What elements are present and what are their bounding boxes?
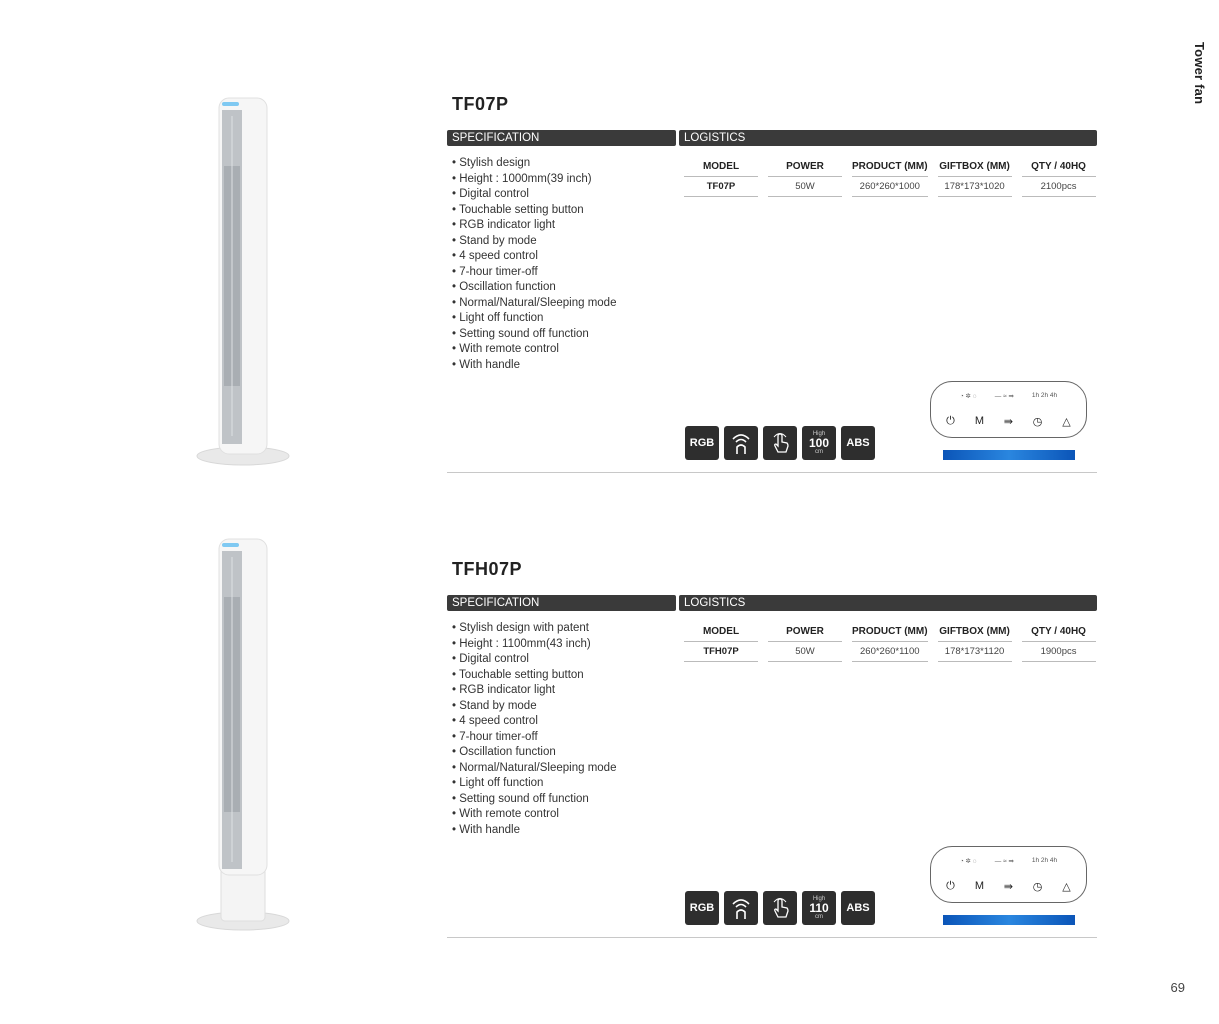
table-cell: 2100pcs [1022, 177, 1096, 197]
feature-badges [685, 891, 875, 925]
column-header: PRODUCT (MM) [852, 158, 928, 177]
speed-indicator-icons: — ≈ ⇛ [994, 393, 1014, 400]
section-title: Tower fan [1192, 42, 1207, 105]
mode-icon: M [974, 415, 985, 427]
feature-item: • With handle [452, 823, 616, 839]
timer-label: 2h [1040, 857, 1049, 864]
height-badge [802, 426, 836, 460]
feature-item: • Stand by mode [452, 234, 616, 250]
feature-item: • Digital control [452, 652, 616, 668]
feature-item: • 7-hour timer-off [452, 730, 616, 746]
feature-list [452, 621, 616, 838]
table-cell: 50W [768, 177, 842, 197]
column-header: QTY / 40HQ [1022, 158, 1096, 177]
section-divider [447, 472, 1097, 473]
height-badge [802, 891, 836, 925]
feature-item: • Setting sound off function [452, 792, 616, 808]
feature-item: • With remote control [452, 342, 616, 358]
timer-label: 1h [1031, 392, 1040, 399]
feature-item: • Touchable setting button [452, 668, 616, 684]
model-title: TF07P [452, 94, 509, 114]
remote-signal-icon [724, 426, 758, 460]
feature-item: • Normal/Natural/Sleeping mode [452, 761, 616, 777]
height-badge-unit: cm [815, 449, 823, 455]
height-badge-label: High [812, 896, 826, 902]
logistics-bar: LOGISTICS [679, 595, 1097, 611]
table-row [684, 642, 1096, 662]
table-cell: 260*260*1100 [852, 642, 928, 662]
table-cell: 260*260*1000 [852, 177, 928, 197]
control-panel-illustration [930, 381, 1087, 438]
feature-item: • Light off function [452, 776, 616, 792]
rgb-badge: RGB [685, 426, 719, 460]
feature-item: • Stand by mode [452, 699, 616, 715]
feature-item: • RGB indicator light [452, 218, 616, 234]
feature-item: • Light off function [452, 311, 616, 327]
feature-badges [685, 426, 875, 460]
column-header: GIFTBOX (MM) [938, 158, 1012, 177]
column-header: POWER [768, 623, 842, 642]
power-icon: ⏻ [946, 415, 955, 427]
mode-indicator-icons: ◔ ✲ ◌ [959, 393, 977, 400]
height-badge-unit: cm [815, 914, 823, 920]
mode-icon: M [974, 880, 985, 892]
timer-icon: ◷ [1032, 416, 1043, 428]
table-header-row [684, 158, 1096, 177]
height-badge-label: High [812, 431, 826, 437]
logistics-table [674, 158, 1106, 197]
feature-item: • Digital control [452, 187, 616, 203]
panel-button-row [931, 415, 1086, 428]
timer-indicators [1032, 392, 1057, 400]
timer-label: 4h [1049, 392, 1058, 399]
touch-hand-icon [763, 891, 797, 925]
timer-label: 1h [1031, 857, 1040, 864]
column-header: MODEL [684, 623, 758, 642]
feature-item: • 7-hour timer-off [452, 265, 616, 281]
table-cell: 1900pcs [1022, 642, 1096, 662]
tower-fan-image [195, 537, 295, 933]
speed-icon: ⇛ [1003, 881, 1014, 893]
height-badge-value: 110 [809, 901, 829, 915]
remote-signal-icon [724, 891, 758, 925]
specification-bar: SPECIFICATION [447, 130, 676, 146]
feature-item: • With remote control [452, 807, 616, 823]
feature-item: • 4 speed control [452, 714, 616, 730]
column-header: GIFTBOX (MM) [938, 623, 1012, 642]
feature-item: • Setting sound off function [452, 327, 616, 343]
panel-indicator-row [931, 857, 1086, 865]
table-row [684, 177, 1096, 197]
table-cell: 178*173*1020 [938, 177, 1012, 197]
logistics-table [674, 623, 1106, 662]
page-number: 69 [1170, 980, 1185, 995]
tower-fan-image [195, 96, 295, 468]
rgb-light-strip [943, 915, 1075, 925]
speed-icon: ⇛ [1003, 416, 1014, 428]
timer-label: 4h [1049, 857, 1058, 864]
model-title: TFH07P [452, 559, 523, 579]
column-header: MODEL [684, 158, 758, 177]
timer-icon: ◷ [1032, 881, 1043, 893]
panel-button-row [931, 880, 1086, 893]
feature-item: • Oscillation function [452, 280, 616, 296]
specification-bar: SPECIFICATION [447, 595, 676, 611]
logistics-bar: LOGISTICS [679, 130, 1097, 146]
table-cell: TF07P [684, 177, 758, 197]
mode-indicator-icons: ◔ ✲ ◌ [959, 858, 977, 865]
feature-item: • Stylish design [452, 156, 616, 172]
feature-item: • 4 speed control [452, 249, 616, 265]
table-cell: 178*173*1120 [938, 642, 1012, 662]
power-icon: ⏻ [946, 880, 955, 892]
panel-indicator-row [931, 392, 1086, 400]
column-header: QTY / 40HQ [1022, 623, 1096, 642]
feature-item: • Oscillation function [452, 745, 616, 761]
feature-item: • Stylish design with patent [452, 621, 616, 637]
table-cell: 50W [768, 642, 842, 662]
table-cell: TFH07P [684, 642, 758, 662]
timer-label: 2h [1040, 392, 1049, 399]
section-divider [447, 937, 1097, 938]
feature-item: • Height : 1000mm(39 inch) [452, 172, 616, 188]
feature-list [452, 156, 616, 373]
feature-item: • RGB indicator light [452, 683, 616, 699]
oscillation-icon: △ [1062, 881, 1071, 893]
speed-indicator-icons: — ≈ ⇛ [994, 858, 1014, 865]
rgb-badge: RGB [685, 891, 719, 925]
timer-indicators [1032, 857, 1057, 865]
control-panel-illustration [930, 846, 1087, 903]
touch-hand-icon [763, 426, 797, 460]
abs-badge: ABS [841, 891, 875, 925]
oscillation-icon: △ [1062, 416, 1071, 428]
feature-item: • With handle [452, 358, 616, 374]
feature-item: • Normal/Natural/Sleeping mode [452, 296, 616, 312]
height-badge-value: 100 [808, 436, 830, 450]
column-header: POWER [768, 158, 842, 177]
rgb-light-strip [943, 450, 1075, 460]
column-header: PRODUCT (MM) [852, 623, 928, 642]
table-header-row [684, 623, 1096, 642]
abs-badge: ABS [841, 426, 875, 460]
feature-item: • Height : 1100mm(43 inch) [452, 637, 616, 653]
feature-item: • Touchable setting button [452, 203, 616, 219]
